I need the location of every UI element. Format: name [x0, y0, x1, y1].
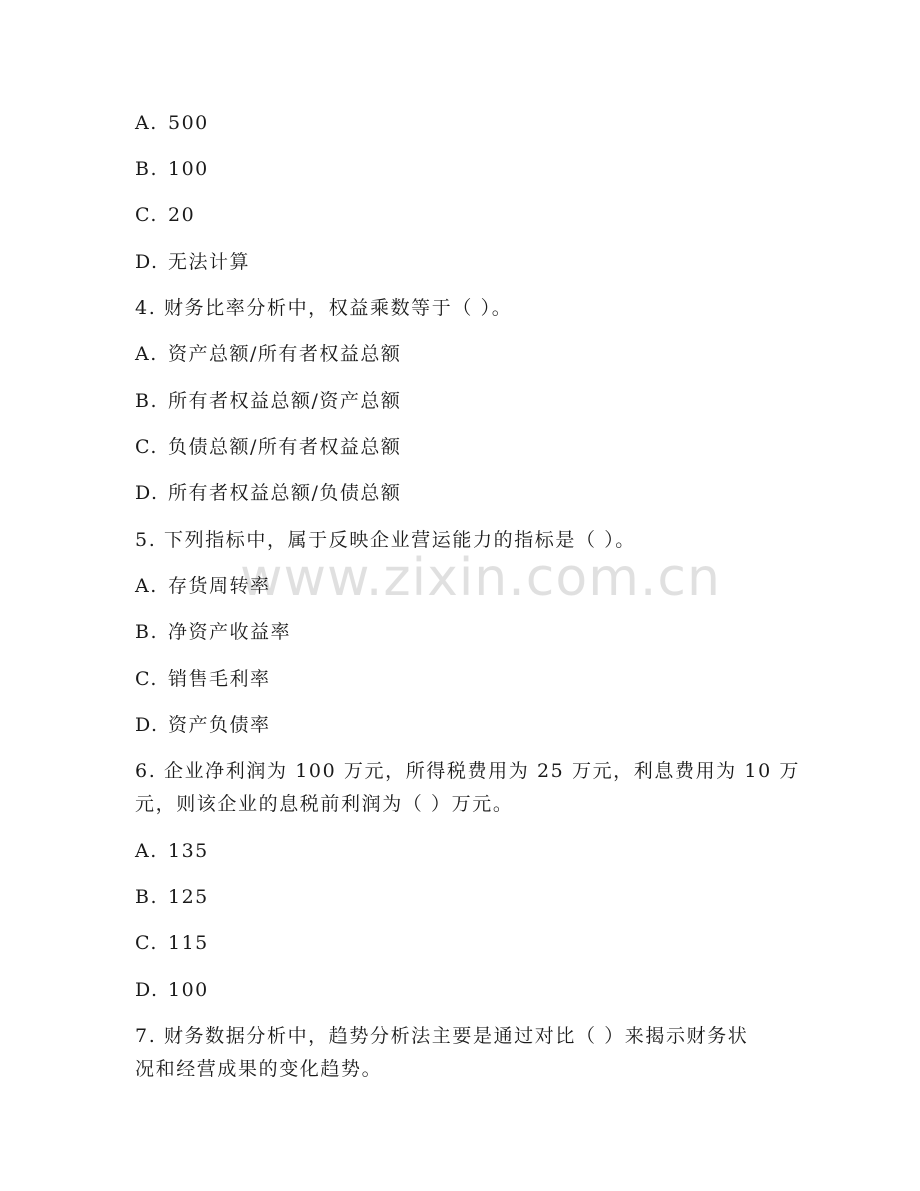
option-text: 资产负债率 — [168, 714, 271, 736]
option-text: 125 — [168, 886, 209, 908]
question-7-line-2: 况和经营成果的变化趋势。 — [135, 1058, 383, 1080]
watermark: www.zixin.com.cn — [240, 548, 721, 608]
option-q5-c — [135, 667, 271, 691]
option-q6-a — [135, 839, 209, 863]
question-5: 5. 下列指标中，属于反映企业营运能力的指标是（ ）。 — [135, 529, 636, 551]
option-label: D. — [135, 482, 159, 504]
option-text: 100 — [168, 979, 209, 1001]
option-q4-d — [135, 481, 401, 505]
option-label: D. — [135, 714, 159, 736]
option-text: 所有者权益总额/负债总额 — [168, 482, 402, 504]
option-text: 所有者权益总额/资产总额 — [168, 390, 402, 412]
option-label: A. — [135, 575, 158, 597]
option-q4-a — [135, 342, 401, 366]
option-label: D. — [135, 251, 159, 273]
option-label: D. — [135, 979, 159, 1001]
option-text: 负债总额/所有者权益总额 — [168, 436, 402, 458]
option-label: B. — [135, 158, 159, 180]
option-text: 存货周转率 — [168, 575, 271, 597]
option-q6-c — [135, 931, 209, 955]
option-label: C. — [135, 668, 158, 690]
option-text: 无法计算 — [168, 251, 251, 273]
option-q3-a — [135, 111, 209, 135]
option-text: 115 — [168, 932, 209, 954]
question-4: 4. 财务比率分析中，权益乘数等于（ ）。 — [135, 297, 513, 319]
option-q5-a — [135, 574, 271, 598]
option-text: 20 — [168, 204, 196, 226]
option-label: C. — [135, 932, 158, 954]
option-label: B. — [135, 390, 159, 412]
option-label: C. — [135, 436, 158, 458]
option-label: B. — [135, 621, 159, 643]
option-q6-b — [135, 885, 209, 909]
option-text: 135 — [168, 840, 209, 862]
option-text: 100 — [168, 158, 209, 180]
option-label: B. — [135, 886, 159, 908]
question-6-line-1: 6. 企业净利润为 100 万元，所得税费用为 25 万元，利息费用为 10 万 — [135, 760, 801, 782]
option-q4-c — [135, 435, 401, 459]
option-q4-b — [135, 389, 401, 413]
option-q3-b — [135, 157, 209, 181]
option-text: 净资产收益率 — [168, 621, 292, 643]
option-q6-d — [135, 978, 209, 1002]
option-q5-d — [135, 713, 271, 737]
question-6-line-2: 元，则该企业的息税前利润为（ ）万元。 — [135, 793, 514, 815]
option-q3-c — [135, 203, 195, 227]
option-label: C. — [135, 204, 158, 226]
option-q5-b — [135, 620, 291, 644]
option-label: A. — [135, 112, 158, 134]
question-7-line-1: 7. 财务数据分析中，趋势分析法主要是通过对比（ ）来揭示财务状 — [135, 1025, 749, 1047]
option-text: 500 — [168, 112, 209, 134]
option-label: A. — [135, 343, 158, 365]
option-text: 资产总额/所有者权益总额 — [168, 343, 402, 365]
option-q3-d — [135, 250, 250, 274]
option-label: A. — [135, 840, 158, 862]
option-text: 销售毛利率 — [168, 668, 271, 690]
